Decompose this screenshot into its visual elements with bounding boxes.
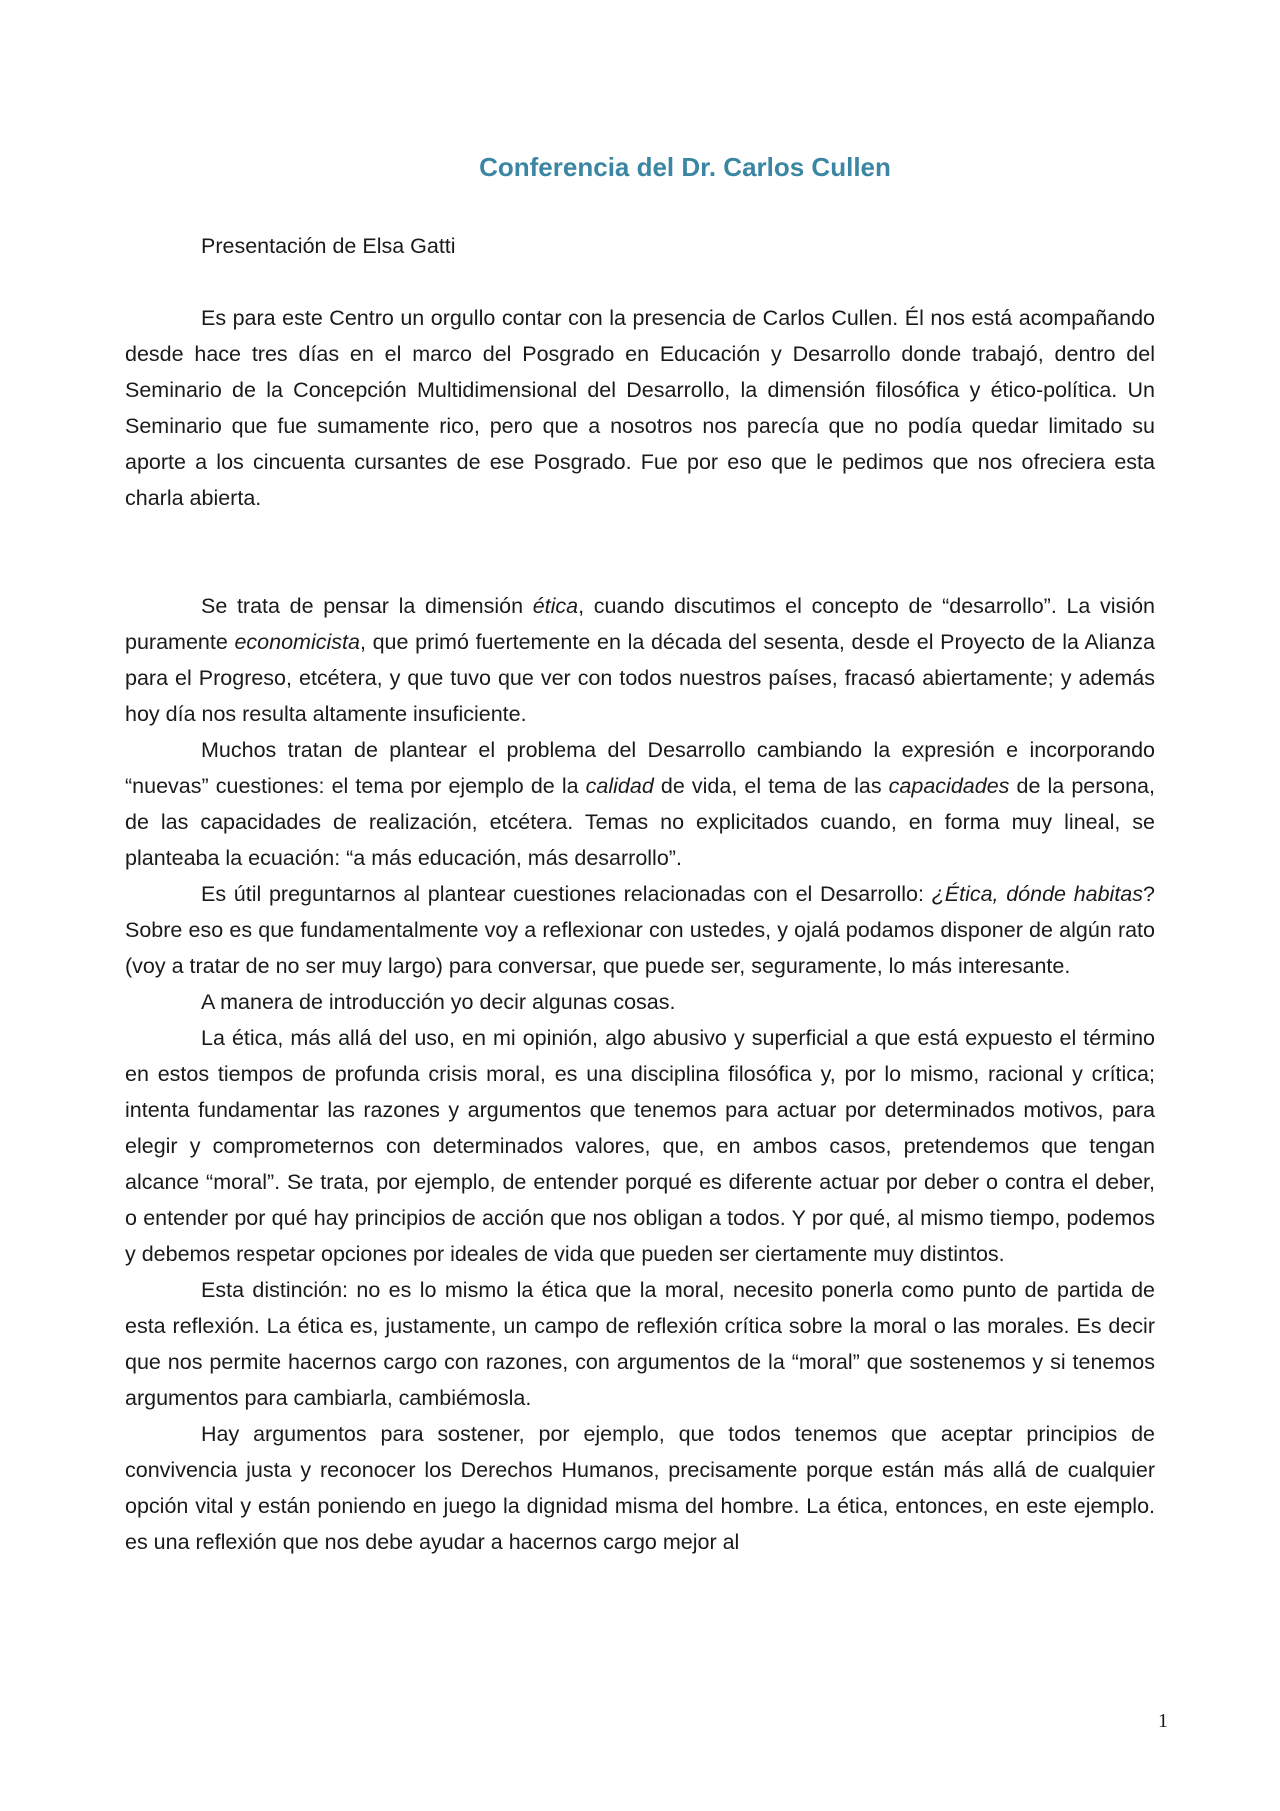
text-run: Se trata de pensar la dimensión	[201, 594, 533, 618]
text-run: ? Sobre eso es que fundamentalmente voy a reflexionar con ustedes, y ojalá podamos disponer de algún rato (voy a tratar de no ser muy largo) para conversar, que puede ser, seguramente, lo más interesante.	[125, 882, 1155, 978]
emphasis-capacidades: capacidades	[888, 774, 1010, 798]
text-run: de vida, el tema de las	[653, 774, 889, 798]
text-run: , que primó fuertemente en la década del sesenta, desde el Proyecto de la Alianza para el Progreso, etcétera, y que tuvo que ver con todos nuestros países, fracasó abiertamente; y además hoy día nos resulta altamente insuficiente.	[125, 630, 1155, 726]
emphasis-etica-donde-habitas: ¿Ética, dónde habitas	[931, 882, 1144, 906]
paragraph-ethics-definition: La ética, más allá del uso, en mi opinión, algo abusivo y superficial a que está expuesto el término en estos tiempos de profunda crisis moral, es una disciplina filosófica y, por lo mismo, racional y crítica; intenta fundamentar las razones y argumentos que tenemos para actuar por determinados motivos, para elegir y comprometernos con determinados valores, que, en ambos casos, pretendemos que tengan alcance “moral”. Se trata, por ejemplo, de entender porqué es diferente actuar por deber o contra el deber, o entender por qué hay principios de acción que nos obligan a todos. Y por qué, al mismo tiempo, podemos y debemos respetar opciones por ideales de vida que pueden ser ciertamente muy distintos.	[125, 1026, 1155, 1266]
paragraph-ethics-dimension	[125, 588, 1155, 732]
emphasis-etica: ética	[532, 594, 579, 618]
text-run: de la persona, de las capacidades de realización, etcétera. Temas no explicitados cuando, en forma muy lineal, se planteaba la ecuación: “a más educación, más desarrollo”.	[125, 774, 1155, 870]
paragraph-ethics-vs-moral: Esta distinción: no es lo mismo la ética que la moral, necesito ponerla como punto de partida de esta reflexión. La ética es, justamente, un campo de reflexión crítica sobre la moral o las morales. Es decir que nos permite hacernos cargo con razones, con argumentos de la “moral” que sostenemos y si tenemos argumentos para cambiarla, cambiémosla.	[125, 1278, 1155, 1410]
document-body	[125, 228, 1155, 1560]
presenter-line: Presentación de Elsa Gatti	[201, 234, 456, 258]
page-title: Conferencia del Dr. Carlos Cullen	[479, 152, 891, 182]
text-run: , cuando discutimos el concepto de “desarrollo”. La visión puramente	[125, 594, 1155, 654]
paragraph-question	[125, 876, 1155, 984]
page-number: 1	[1158, 1710, 1168, 1732]
text-run: Es útil preguntarnos al plantear cuestiones relacionadas con el Desarrollo:	[201, 882, 932, 906]
paragraph-introduction-note: A manera de introducción yo decir algunas cosas.	[201, 990, 676, 1014]
paragraph-new-questions	[125, 732, 1155, 876]
emphasis-economicista: economicista	[234, 630, 360, 654]
text-run: Muchos tratan de plantear el problema del Desarrollo cambiando la expresión e incorporando “nuevas” cuestiones: el tema por ejemplo de la	[125, 738, 1155, 798]
paragraph-human-rights: Hay argumentos para sostener, por ejemplo, que todos tenemos que aceptar principios de convivencia justa y reconocer los Derechos Humanos, precisamente porque están más allá de cualquier opción vital y están poniendo en juego la dignidad misma del hombre. La ética, entonces, en este ejemplo. es una reflexión que nos debe ayudar a hacernos cargo mejor al	[125, 1422, 1155, 1554]
emphasis-calidad: calidad	[585, 774, 654, 798]
paragraph-intro: Es para este Centro un orgullo contar con la presencia de Carlos Cullen. Él nos está acompañando desde hace tres días en el marco del Posgrado en Educación y Desarrollo donde trabajó, dentro del Seminario de la Concepción Multidimensional del Desarrollo, la dimensión filosófica y ético-política. Un Seminario que fue sumamente rico, pero que a nosotros nos parecía que no podía quedar limitado su aporte a los cincuenta cursantes de ese Posgrado. Fue por eso que le pedimos que nos ofreciera esta charla abierta.	[125, 306, 1155, 510]
